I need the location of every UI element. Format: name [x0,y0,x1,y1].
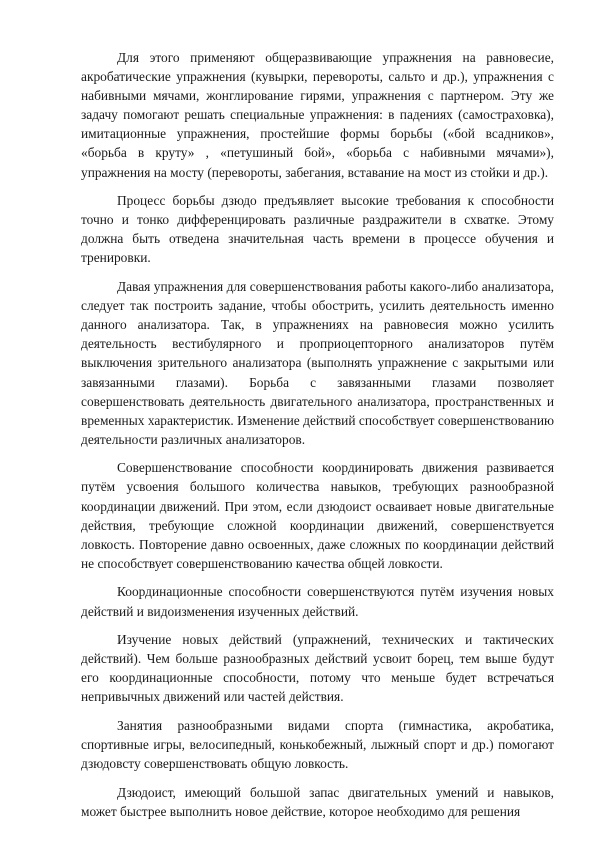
paragraph-1: Для этого применяют общеразвивающие упражнения на равновесие, акробатические упражнения (кувырки, перевороты, сальто и др.), упражнения с набивными мячами, жонглирование гирями, упражнения с партнером. Эту же задачу помогают решать специальные упражнения: в падениях (самостраховка), имитационные упражнения, простейшие формы борьбы («бой всадников», «борьба в круту» , «петушиный бой», «борьба с набивными мячами»), упражнения на мосту (перевороты, забегания, вставание на мост из стойки и др.). [81,50,554,180]
paragraph-3: Давая упражнения для совершенствования работы какого-либо анализатора, следует так построить задание, чтобы обострить, усилить деятельность именно данного анализатора. Так, в упражнениях на равновесия можно усилить деятельность вестибулярного и проприоцепторного анализаторов путём выключения зрительного анализатора (выполнять упражнение с закрытыми или завязанными глазами). Борьба с завязанными глазами позволяет совершенствовать деятельность двигательного анализатора, пространственных и временных характеристик. Изменение действий способствует совершенствованию деятельности различных анализаторов. [81,279,554,447]
paragraph-2: Процесс борьбы дзюдо предъявляет высокие требования к способности точно и тонко дифференцировать различные раздражители в схватке. Этому должна быть отведена значительная часть времени в процессе обучения и тренировки. [81,193,554,266]
document-body [81,48,554,830]
paragraph-7: Занятия разнообразными видами спорта (гимнастика, акробатика, спортивные игры, велосипедный, конькобежный, лыжный спорт и др.) помогают дзюдовсту совершенствовать общую ловкость. [81,718,554,772]
paragraph-4: Совершенствование способности координировать движения развивается путём усвоения большого количества навыков, требующих разнообразной координации движений. При этом, если дзюдоист осваивает новые двигательные действия, требующие сложной координации движений, совершенствуется ловкость. Повторение давно освоенных, даже сложных по координации действий не способствует совершенствованию качества общей ловкости. [81,460,554,571]
paragraph-5: Координационные способности совершенствуются путём изучения новых действий и видоизменения изученных действий. [81,584,554,619]
paragraph-8: Дзюдоист, имеющий большой запас двигательных умений и навыков, может быстрее выполнить новое действие, которое необходимо для решения [81,784,554,819]
paragraph-6: Изучение новых действий (упражнений, технических и тактических действий). Чем больше разнообразных действий усвоит борец, тем выше будут его координационные способности, потому что меньше будет встречаться непривычных движений или частей действия. [81,632,554,705]
